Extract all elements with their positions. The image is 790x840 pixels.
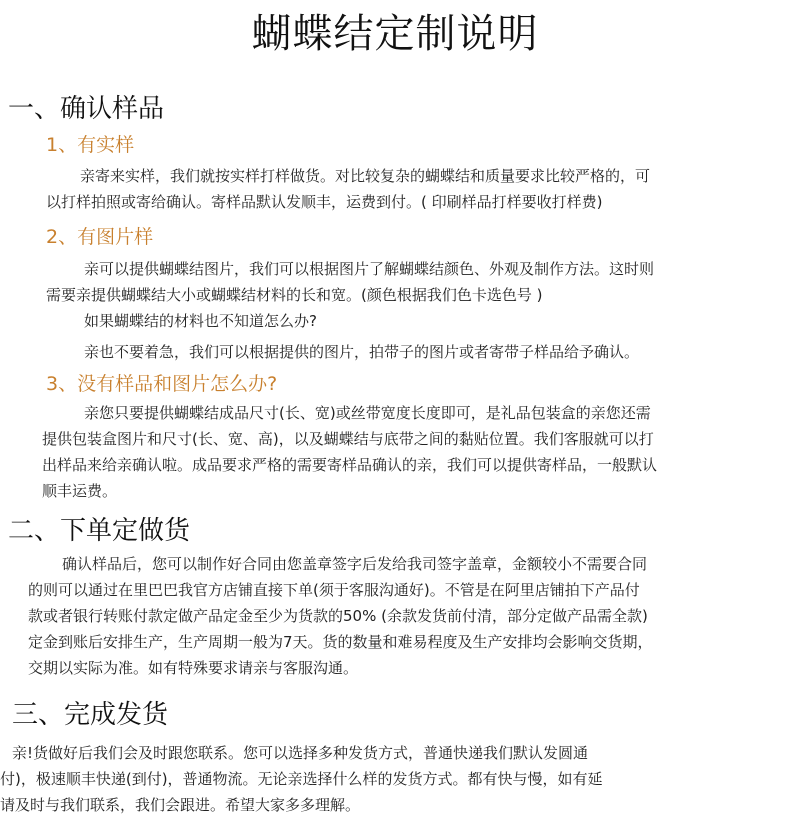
text-line: 确认样品后，您可以制作好合同由您盖章签字后发给我司签字盖章，金额较小不需要合同	[62, 555, 648, 573]
text-line: 请及时与我们联系，我们会跟进。希望大家多多理解。	[0, 796, 361, 814]
text-line: 顺丰运费。	[42, 482, 118, 500]
text-line: 亲!货做好后我们会及时跟您联系。您可以选择多种发货方式，普通快递我们默认发圆通	[12, 744, 589, 762]
text-line: 亲可以提供蝴蝶结图片，我们可以根据图片了解蝴蝶结颜色、外观及制作方法。这时则	[84, 260, 655, 278]
text-line: 付)，极速顺丰快递(到付)，普通物流。无论亲选择什么样的发货方式。都有快与慢，如有延	[0, 770, 603, 788]
text-line: 定金到账后安排生产，生产周期一般为7天。货的数量和难易程度及生产安排均会影响交货期，	[28, 633, 653, 651]
section-2-text	[28, 551, 653, 681]
section-1-1-text	[46, 163, 650, 215]
text-line: 亲您只要提供蝴蝶结成品尺寸(长、宽)或丝带宽度长度即可，是礼品包装盒的亲您还需	[84, 404, 651, 422]
section-1-2-answer: 亲也不要着急，我们可以根据提供的图片，拍带子的图片或者寄带子样品给予确认。	[84, 343, 640, 361]
text-line: 出样品来给亲确认啦。成品要求严格的需要寄样品确认的亲，我们可以提供寄样品，一般默认	[42, 456, 658, 474]
text-line: 款或者银行转账付款定做产品定金至少为货款的50% (余款发货前付清，部分定做产品需全款)	[28, 607, 648, 625]
text-line: 需要亲提供蝴蝶结大小或蝴蝶结材料的长和宽。(颜色根据我们色卡选色号 )	[46, 286, 543, 304]
section-2-heading: 二、下单定做货	[8, 516, 191, 546]
section-1-1-heading: 1、有实样	[46, 134, 135, 156]
text-line: 交期以实际为准。如有特殊要求请亲与客服沟通。	[28, 659, 359, 677]
text-line: 的则可以通过在里巴巴我官方店铺直接下单(须于客服沟通好)。不管是在阿里店铺拍下产品付	[28, 581, 640, 599]
section-1-heading: 一、确认样品	[8, 94, 165, 124]
section-1-2-heading: 2、有图片样	[46, 226, 154, 248]
text-line: 亲寄来实样，我们就按实样打样做货。对比较复杂的蝴蝶结和质量要求比较严格的，可	[80, 167, 651, 185]
section-3-heading: 三、完成发货	[12, 700, 169, 730]
text-line: 提供包装盒图片和尺寸(长、宽、高)，以及蝴蝶结与底带之间的黏贴位置。我们客服就可以打	[42, 430, 654, 448]
section-1-2-question: 如果蝴蝶结的材料也不知道怎么办?	[84, 312, 317, 330]
section-1-3-text	[42, 400, 657, 504]
page-title: 蝴蝶结定制说明	[251, 11, 539, 57]
section-1-3-heading: 3、没有样品和图片怎么办?	[46, 373, 278, 395]
section-1-2-text	[46, 256, 654, 308]
section-3-text	[0, 740, 603, 818]
text-line: 以打样拍照或寄给确认。寄样品默认发顺丰，运费到付。( 印刷样品打样要收打样费)	[46, 193, 603, 211]
